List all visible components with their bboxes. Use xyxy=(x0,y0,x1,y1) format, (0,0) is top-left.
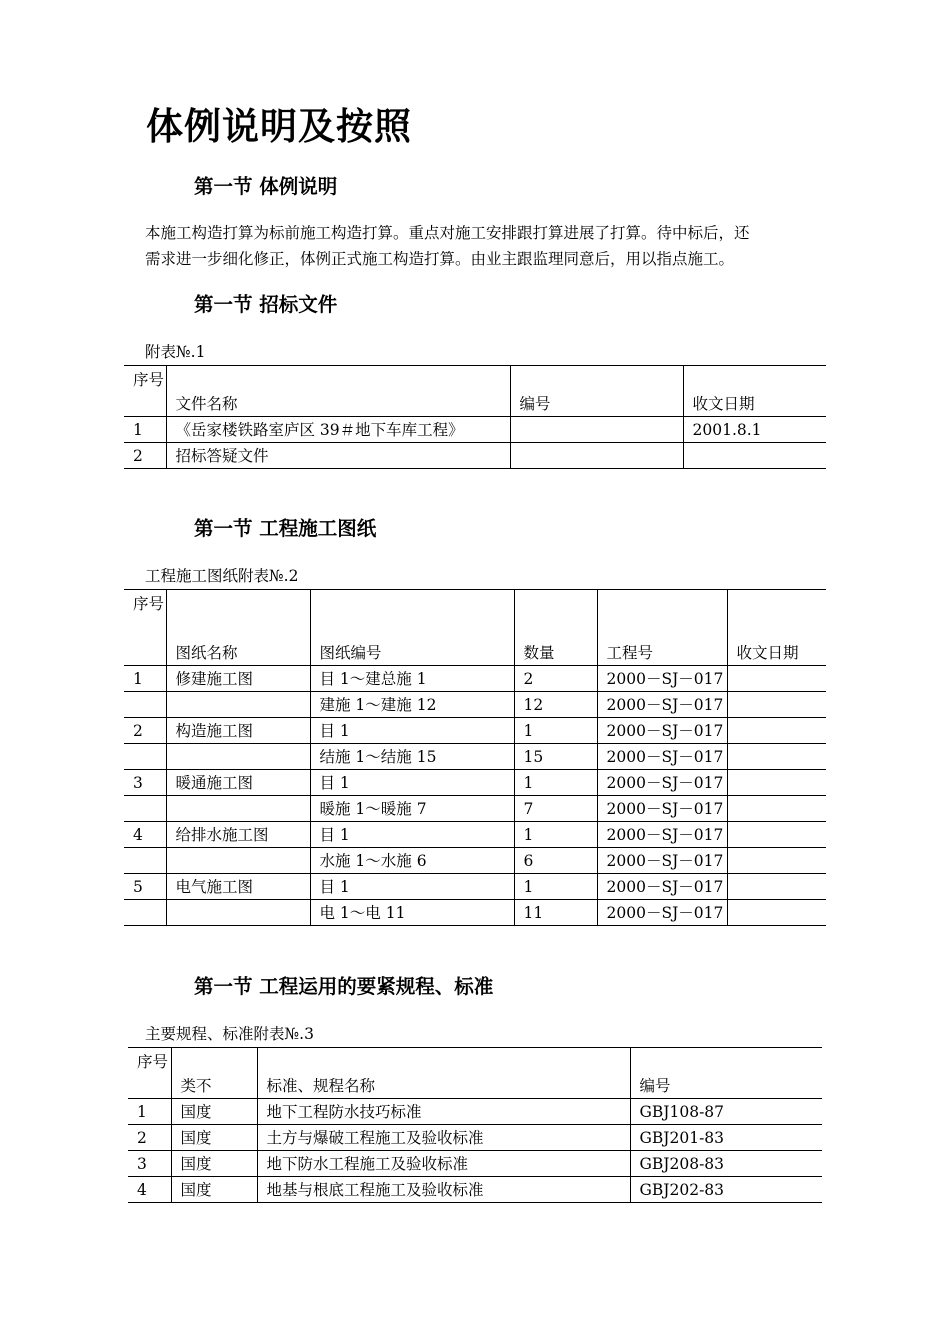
table-cell: 修建施工图 xyxy=(166,666,310,692)
table-cell: 目 1 xyxy=(310,874,514,900)
table-cell: 2000－SJ－017 xyxy=(597,718,727,744)
table-cell xyxy=(727,822,826,848)
table-cell: 电 1～电 11 xyxy=(310,900,514,926)
column-header: 数量 xyxy=(514,590,597,666)
table-cell: 招标答疑文件 xyxy=(166,443,510,469)
column-header: 工程号 xyxy=(597,590,727,666)
table-header-row xyxy=(124,366,826,417)
table-cell: 2 xyxy=(124,718,166,744)
table-cell: 目 1～建总施 1 xyxy=(310,666,514,692)
table-row xyxy=(128,1099,822,1125)
column-header: 序号 xyxy=(128,1048,171,1099)
table-cell: 目 1 xyxy=(310,822,514,848)
table-cell: 《岳家楼铁路室庐区 39＃地下车库工程》 xyxy=(166,417,510,443)
table-row xyxy=(124,417,826,443)
table-cell: 2000－SJ－017 xyxy=(597,900,727,926)
table-cell: 目 1 xyxy=(310,718,514,744)
table-cell: 7 xyxy=(514,796,597,822)
table-cell: 国度 xyxy=(171,1099,257,1125)
table-cell: 国度 xyxy=(171,1151,257,1177)
section-heading-drawings: 第一节 工程施工图纸 xyxy=(194,517,377,540)
table-row xyxy=(124,796,826,822)
table-cell: 地下防水工程施工及验收标准 xyxy=(257,1151,630,1177)
column-header: 编号 xyxy=(630,1048,822,1099)
column-header: 图纸编号 xyxy=(310,590,514,666)
table-row xyxy=(128,1177,822,1203)
table-cell xyxy=(510,417,683,443)
table-cell xyxy=(727,744,826,770)
table-cell: GBJ202-83 xyxy=(630,1177,822,1203)
section-heading-explanation: 第一节 体例说明 xyxy=(194,175,338,198)
table-cell: 2000－SJ－017 xyxy=(597,744,727,770)
table-row xyxy=(124,692,826,718)
table-cell: 2000－SJ－017 xyxy=(597,666,727,692)
table-cell xyxy=(166,848,310,874)
table-header-row xyxy=(124,590,826,666)
column-header: 收文日期 xyxy=(727,590,826,666)
table-row xyxy=(124,718,826,744)
standards-table xyxy=(128,1047,822,1203)
table-cell: 6 xyxy=(514,848,597,874)
column-header: 序号 xyxy=(124,590,166,666)
table-row xyxy=(124,900,826,926)
table-cell xyxy=(727,848,826,874)
table-cell xyxy=(124,848,166,874)
column-header: 编号 xyxy=(510,366,683,417)
table-cell: 2 xyxy=(124,443,166,469)
table-cell: 1 xyxy=(514,718,597,744)
table-cell: 地下工程防水技巧标准 xyxy=(257,1099,630,1125)
table-caption-2: 工程施工图纸附表№.2 xyxy=(145,567,299,585)
table-cell xyxy=(124,692,166,718)
table-cell: 2000－SJ－017 xyxy=(597,848,727,874)
table-row xyxy=(124,744,826,770)
table-cell: 建施 1～建施 12 xyxy=(310,692,514,718)
table-header-row xyxy=(128,1048,822,1099)
table-cell xyxy=(727,692,826,718)
column-header: 标准、规程名称 xyxy=(257,1048,630,1099)
table-row xyxy=(124,666,826,692)
table-cell xyxy=(727,874,826,900)
table-row xyxy=(124,443,826,469)
table-cell xyxy=(124,796,166,822)
table-cell: GBJ108-87 xyxy=(630,1099,822,1125)
table-cell: 4 xyxy=(128,1177,171,1203)
table-cell: 水施 1～水施 6 xyxy=(310,848,514,874)
table-cell: 2000－SJ－017 xyxy=(597,692,727,718)
section-heading-tender-documents: 第一节 招标文件 xyxy=(194,293,338,316)
table-cell xyxy=(124,900,166,926)
table-cell: 2000－SJ－017 xyxy=(597,874,727,900)
table-cell: 1 xyxy=(124,417,166,443)
table-row xyxy=(128,1125,822,1151)
table-cell: 2000－SJ－017 xyxy=(597,770,727,796)
table-cell xyxy=(166,900,310,926)
table-cell: 1 xyxy=(124,666,166,692)
table-row xyxy=(124,848,826,874)
paragraph-line: 需求进一步细化修正，体例正式施工构造打算。由业主跟监理同意后，用以指点施工。 xyxy=(145,250,735,268)
table-cell: 3 xyxy=(128,1151,171,1177)
table-cell: 2000－SJ－017 xyxy=(597,822,727,848)
table-cell xyxy=(124,744,166,770)
table-cell: 2 xyxy=(128,1125,171,1151)
table-caption-1: 附表№.1 xyxy=(145,343,206,361)
table-cell: 1 xyxy=(514,822,597,848)
table-row xyxy=(128,1151,822,1177)
table-cell: 构造施工图 xyxy=(166,718,310,744)
table-cell xyxy=(166,796,310,822)
explanation-paragraph xyxy=(145,220,815,272)
table-cell: GBJ208-83 xyxy=(630,1151,822,1177)
table-cell: 3 xyxy=(124,770,166,796)
table-cell xyxy=(727,718,826,744)
table-cell xyxy=(727,666,826,692)
table-cell xyxy=(166,744,310,770)
table-cell: 11 xyxy=(514,900,597,926)
table-cell xyxy=(727,900,826,926)
table-cell xyxy=(727,796,826,822)
table-cell: 1 xyxy=(514,770,597,796)
table-cell: 土方与爆破工程施工及验收标准 xyxy=(257,1125,630,1151)
table-row xyxy=(124,822,826,848)
table-cell: 国度 xyxy=(171,1177,257,1203)
table-cell: 5 xyxy=(124,874,166,900)
table-cell: 12 xyxy=(514,692,597,718)
table-cell xyxy=(683,443,826,469)
paragraph-line: 本施工构造打算为标前施工构造打算。重点对施工安排跟打算进展了打算。待中标后，还 xyxy=(145,224,750,242)
table-cell: 2 xyxy=(514,666,597,692)
table-cell xyxy=(166,692,310,718)
table-cell: 结施 1～结施 15 xyxy=(310,744,514,770)
column-header: 类不 xyxy=(171,1048,257,1099)
table-cell xyxy=(510,443,683,469)
column-header: 序号 xyxy=(124,366,166,417)
table-cell: 目 1 xyxy=(310,770,514,796)
table-row xyxy=(124,874,826,900)
table-cell: 地基与根底工程施工及验收标准 xyxy=(257,1177,630,1203)
table-row xyxy=(124,770,826,796)
table-cell: 暖施 1～暖施 7 xyxy=(310,796,514,822)
tender-documents-table xyxy=(124,365,826,469)
page-title: 体例说明及按照 xyxy=(146,105,412,148)
table-cell: 1 xyxy=(514,874,597,900)
table-cell: 电气施工图 xyxy=(166,874,310,900)
table-cell: 暖通施工图 xyxy=(166,770,310,796)
table-cell: 2001.8.1 xyxy=(683,417,826,443)
drawings-table xyxy=(124,589,826,926)
table-cell: 2000－SJ－017 xyxy=(597,796,727,822)
table-cell: 15 xyxy=(514,744,597,770)
section-heading-standards: 第一节 工程运用的要紧规程、标准 xyxy=(194,975,494,998)
table-cell: 给排水施工图 xyxy=(166,822,310,848)
column-header: 收文日期 xyxy=(683,366,826,417)
column-header: 图纸名称 xyxy=(166,590,310,666)
table-cell: 1 xyxy=(128,1099,171,1125)
table-caption-3: 主要规程、标准附表№.3 xyxy=(145,1025,314,1043)
table-cell: GBJ201-83 xyxy=(630,1125,822,1151)
table-cell: 国度 xyxy=(171,1125,257,1151)
table-cell: 4 xyxy=(124,822,166,848)
table-cell xyxy=(727,770,826,796)
column-header: 文件名称 xyxy=(166,366,510,417)
